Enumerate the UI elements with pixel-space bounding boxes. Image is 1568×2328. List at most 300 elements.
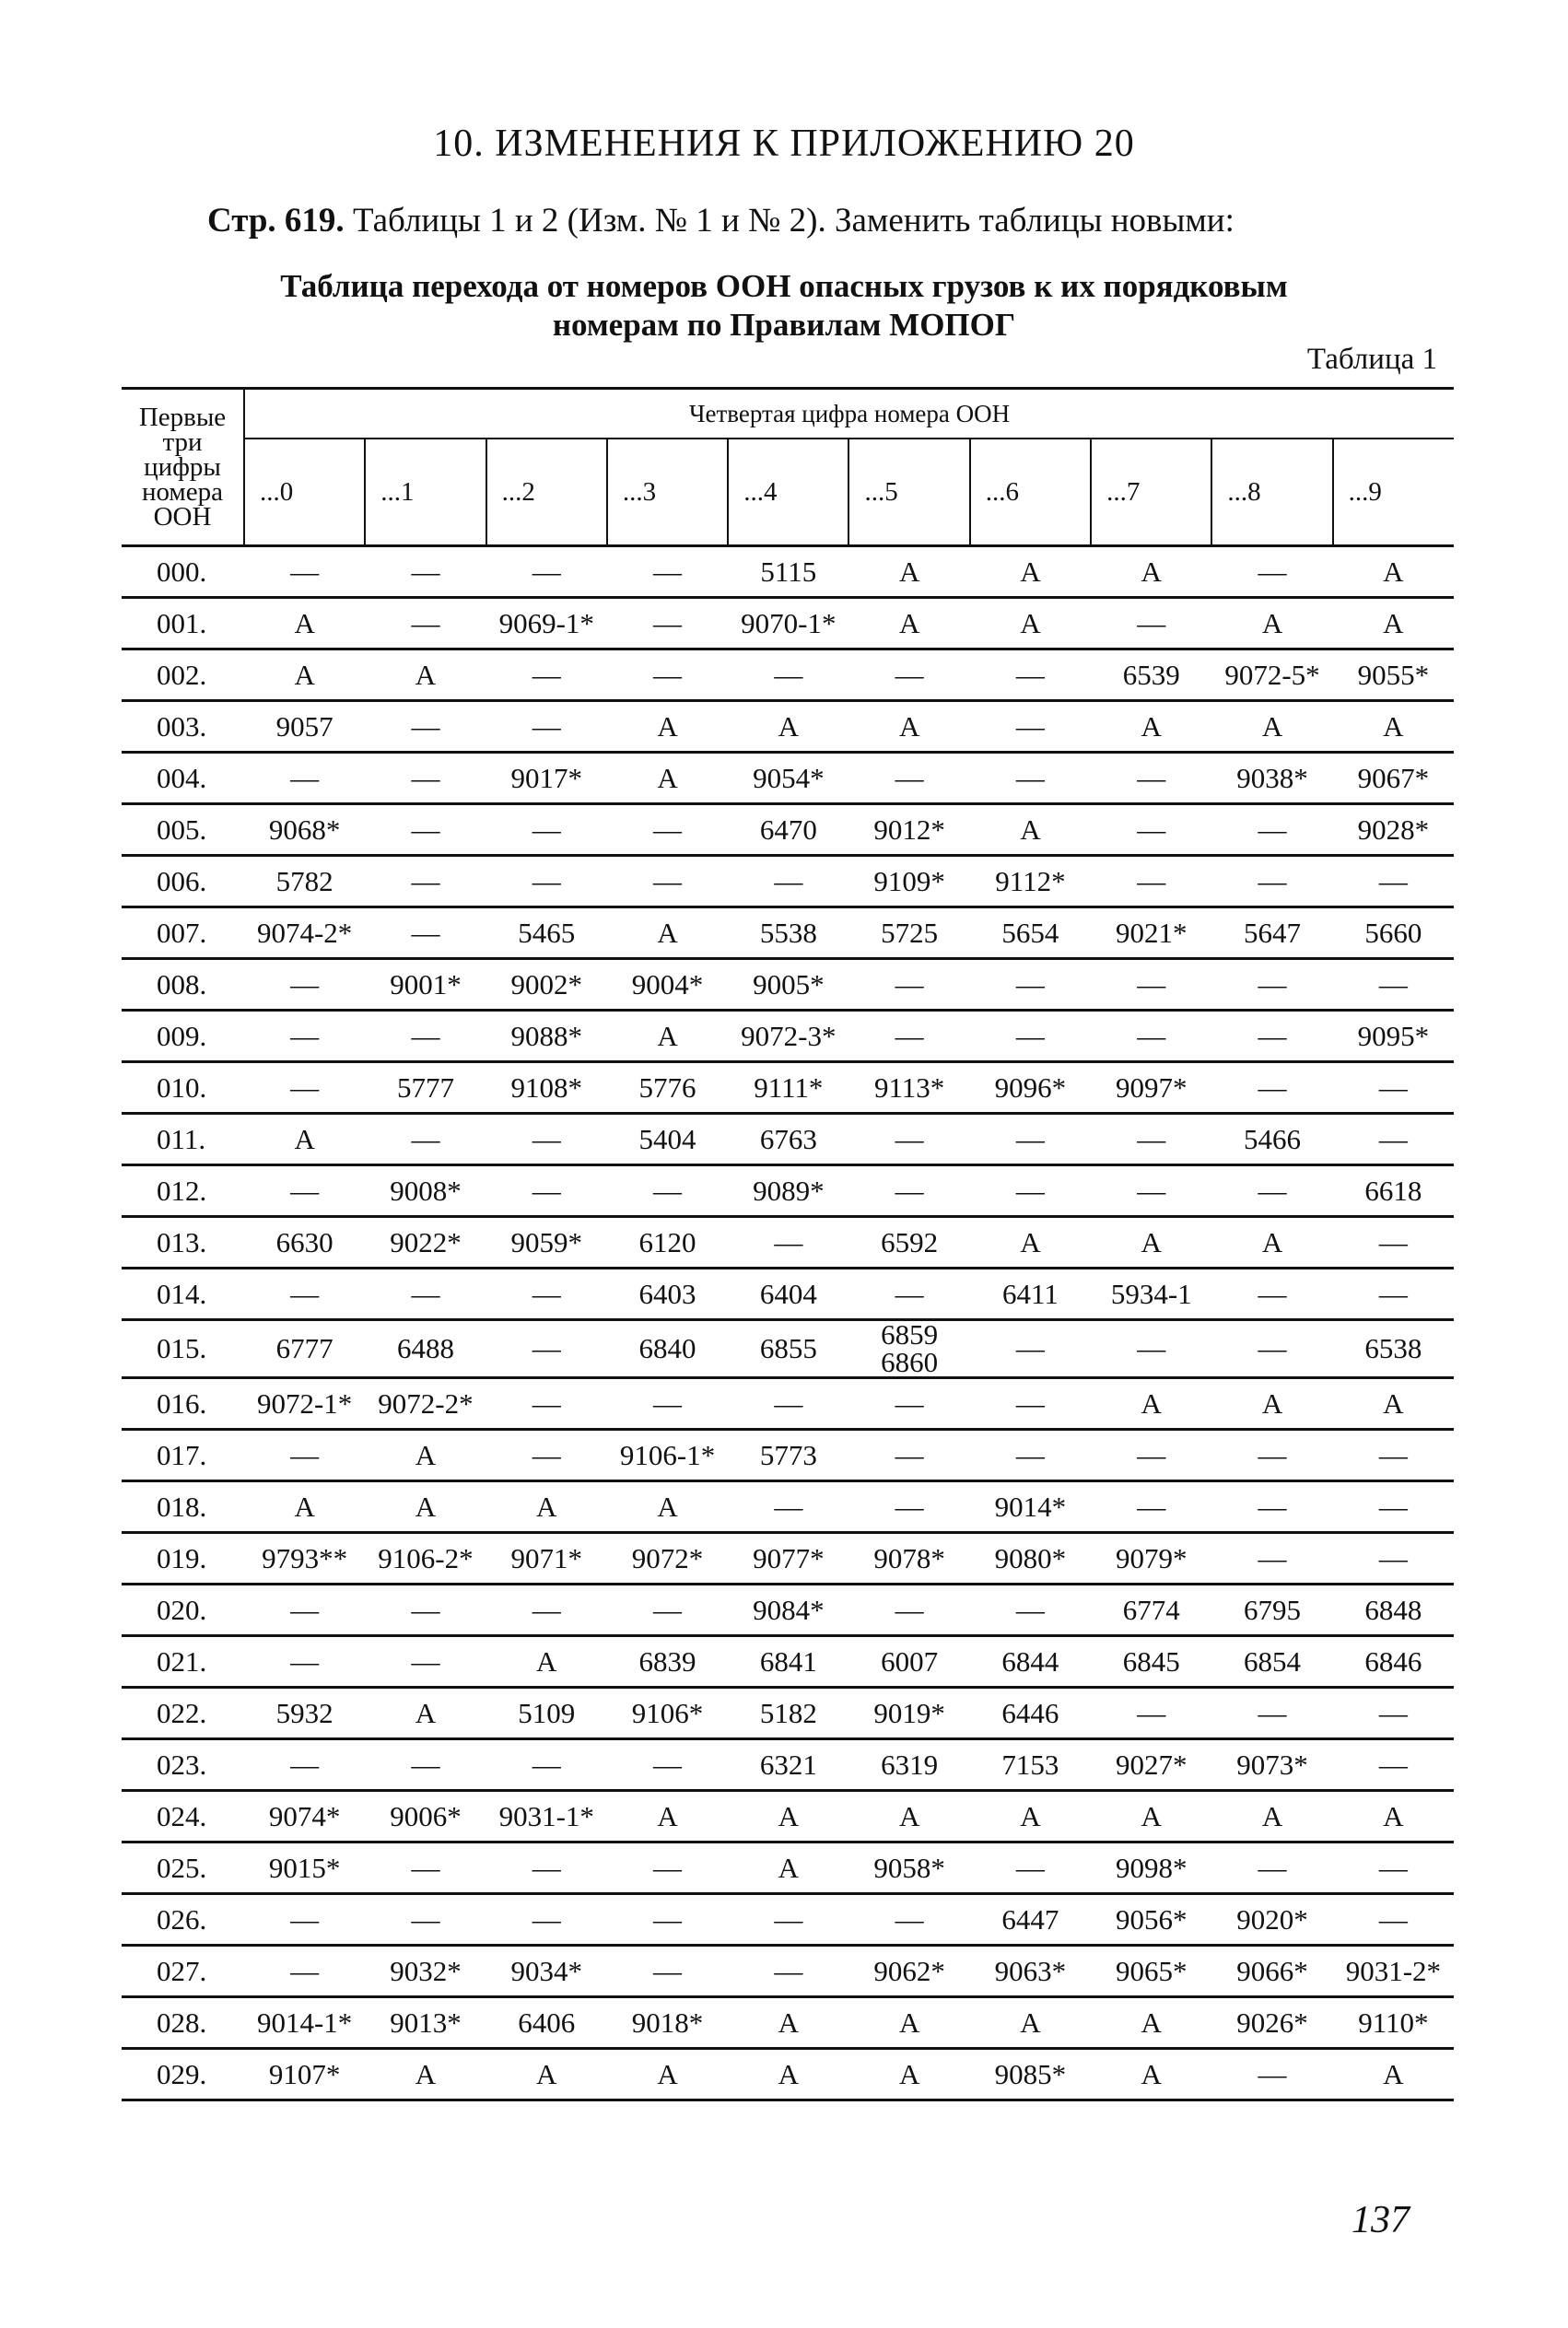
table-cell: — — [365, 856, 486, 907]
row-code: 015. — [122, 1320, 244, 1378]
table-cell: A — [486, 1636, 607, 1688]
table-cell: 6839 — [607, 1636, 728, 1688]
table-cell: — — [244, 1430, 365, 1481]
table-cell: A — [848, 1997, 969, 2049]
table-cell: 9095* — [1333, 1011, 1454, 1062]
table-cell: 9066* — [1211, 1946, 1332, 1997]
table-cell: 9034* — [486, 1946, 607, 1997]
table-cell: 9058* — [848, 1843, 969, 1894]
table-cell: — — [1091, 1430, 1211, 1481]
table-cell: — — [607, 1894, 728, 1946]
table-cell: — — [486, 649, 607, 701]
table-cell: — — [1091, 1481, 1211, 1533]
row-code: 011. — [122, 1114, 244, 1165]
table-cell: — — [365, 1739, 486, 1791]
table-cell: A — [607, 753, 728, 804]
table-cell: — — [1333, 856, 1454, 907]
table-cell: A — [1211, 1378, 1332, 1430]
table-cell: 6845 — [1091, 1636, 1211, 1688]
table-cell: 9074* — [244, 1791, 365, 1843]
table-cell: — — [486, 1430, 607, 1481]
table-cell: 9110* — [1333, 1997, 1454, 2049]
table-cell: 9098* — [1091, 1843, 1211, 1894]
table-cell: 5934-1 — [1091, 1269, 1211, 1320]
table-cell: A — [486, 1481, 607, 1533]
table-cell: A — [1333, 546, 1454, 598]
row-code: 019. — [122, 1533, 244, 1585]
table-row — [122, 1997, 1454, 2049]
table-cell: A — [244, 1481, 365, 1533]
table-cell: 6844 — [970, 1636, 1091, 1688]
table-cell: — — [728, 1378, 848, 1430]
table-cell: — — [728, 856, 848, 907]
table-cell: A — [365, 2049, 486, 2100]
table-cell: 7153 — [970, 1739, 1091, 1791]
table-cell: — — [1333, 1430, 1454, 1481]
table-cell: 9062* — [848, 1946, 969, 1997]
table-cell: — — [1333, 1481, 1454, 1533]
table-cell: — — [486, 856, 607, 907]
table-cell: A — [1091, 2049, 1211, 2100]
table-cell: 9077* — [728, 1533, 848, 1585]
table-cell: — — [848, 1430, 969, 1481]
table-cell: — — [970, 701, 1091, 753]
table-cell: 5109 — [486, 1688, 607, 1739]
table-cell: 6777 — [244, 1320, 365, 1378]
table-cell: — — [970, 1430, 1091, 1481]
table-cell: — — [1211, 1062, 1332, 1114]
table-cell: A — [365, 1481, 486, 1533]
table-row — [122, 907, 1454, 959]
table-cell: A — [1091, 1217, 1211, 1269]
table-cell: 5466 — [1211, 1114, 1332, 1165]
table-cell: — — [607, 598, 728, 649]
table-cell: — — [607, 1843, 728, 1894]
row-code: 010. — [122, 1062, 244, 1114]
table-cell: — — [607, 856, 728, 907]
table-row — [122, 1062, 1454, 1114]
table-cell: A — [1091, 1378, 1211, 1430]
table-cell: — — [365, 546, 486, 598]
table-row — [122, 1430, 1454, 1481]
table-cell: 5404 — [607, 1114, 728, 1165]
table-cell: A — [244, 1114, 365, 1165]
table-row — [122, 1791, 1454, 1843]
row-code: 029. — [122, 2049, 244, 2100]
table-cell: — — [244, 1894, 365, 1946]
table-cell: 9057 — [244, 701, 365, 753]
table-cell: 9014-1* — [244, 1997, 365, 2049]
fourth-digit-header: Четвертая цифра номера ООН — [244, 389, 1454, 439]
table-cell: 9012* — [848, 804, 969, 856]
table-cell: A — [848, 598, 969, 649]
digit-header: ...5 — [848, 439, 969, 546]
table-cell: A — [1333, 1378, 1454, 1430]
table-cell: — — [365, 701, 486, 753]
table-cell: — — [1211, 1430, 1332, 1481]
table-cell: A — [848, 701, 969, 753]
table-cell: — — [1211, 1269, 1332, 1320]
table-cell: — — [728, 1946, 848, 1997]
table-row — [122, 1585, 1454, 1636]
table-cell: 9004* — [607, 959, 728, 1011]
row-code: 006. — [122, 856, 244, 907]
table-cell: 6841 — [728, 1636, 848, 1688]
table-cell: — — [848, 1114, 969, 1165]
table-cell: 6846 — [1333, 1636, 1454, 1688]
table-cell: A — [607, 1011, 728, 1062]
first-digits-header-line: ООН — [153, 501, 212, 532]
table-cell: — — [1333, 1217, 1454, 1269]
table-cell: — — [970, 1320, 1091, 1378]
table-cell: — — [607, 1378, 728, 1430]
table-cell: — — [244, 1269, 365, 1320]
table-cell: A — [728, 2049, 848, 2100]
table-row — [122, 1378, 1454, 1430]
table-row — [122, 1688, 1454, 1739]
table-cell: — — [728, 1481, 848, 1533]
table-row — [122, 1011, 1454, 1062]
table-cell: — — [1211, 1011, 1332, 1062]
table-cell: 9005* — [728, 959, 848, 1011]
table-cell: 9071* — [486, 1533, 607, 1585]
table-cell: — — [1211, 856, 1332, 907]
table-cell: 5182 — [728, 1688, 848, 1739]
table-row — [122, 959, 1454, 1011]
table-cell: — — [1091, 1114, 1211, 1165]
table-cell: — — [365, 1585, 486, 1636]
row-code: 021. — [122, 1636, 244, 1688]
table-cell: A — [486, 2049, 607, 2100]
table-cell: — — [607, 1165, 728, 1217]
table-cell: — — [1091, 1688, 1211, 1739]
row-code: 016. — [122, 1378, 244, 1430]
table-title-line-1: Таблица перехода от номеров ООН опасных грузов к их порядковым — [280, 268, 1288, 304]
table-cell: 6763 — [728, 1114, 848, 1165]
table-cell: 6630 — [244, 1217, 365, 1269]
digit-header: ...1 — [365, 439, 486, 546]
table-cell: — — [728, 1217, 848, 1269]
table-cell: — — [365, 1114, 486, 1165]
table-cell: — — [1333, 1269, 1454, 1320]
table-cell: A — [1333, 701, 1454, 753]
table-cell: 6618 — [1333, 1165, 1454, 1217]
table-cell: A — [607, 701, 728, 753]
table-cell: A — [365, 1430, 486, 1481]
table-cell: — — [365, 753, 486, 804]
conversion-table — [122, 387, 1454, 2101]
table-cell: — — [486, 1585, 607, 1636]
table-cell: — — [970, 649, 1091, 701]
table-cell: — — [607, 804, 728, 856]
table-cell: A — [607, 1791, 728, 1843]
table-cell: 9078* — [848, 1533, 969, 1585]
table-cell: A — [848, 1791, 969, 1843]
table-cell: — — [848, 649, 969, 701]
table-cell: — — [1211, 959, 1332, 1011]
table-cell: 9017* — [486, 753, 607, 804]
first-digits-header — [122, 389, 244, 546]
table-row — [122, 753, 1454, 804]
row-code: 000. — [122, 546, 244, 598]
table-cell: 9096* — [970, 1062, 1091, 1114]
table-cell: — — [607, 546, 728, 598]
table-row — [122, 1533, 1454, 1585]
table-cell: — — [1211, 1688, 1332, 1739]
row-code: 002. — [122, 649, 244, 701]
table-cell: — — [244, 1165, 365, 1217]
table-cell: 9072* — [607, 1533, 728, 1585]
table-cell: 6840 — [607, 1320, 728, 1378]
table-cell: — — [848, 1165, 969, 1217]
first-digits-header-line: номера — [141, 476, 224, 507]
table-cell: 6855 — [728, 1320, 848, 1378]
table-cell: A — [1091, 1791, 1211, 1843]
table-cell: — — [728, 1894, 848, 1946]
row-code: 026. — [122, 1894, 244, 1946]
table-cell: — — [486, 1843, 607, 1894]
table-row — [122, 804, 1454, 856]
table-cell: 9106* — [607, 1688, 728, 1739]
table-cell: — — [1333, 1739, 1454, 1791]
row-code: 009. — [122, 1011, 244, 1062]
table-cell: 6319 — [848, 1739, 969, 1791]
table-cell: 5777 — [365, 1062, 486, 1114]
table-cell: A — [1091, 701, 1211, 753]
table-cell: — — [486, 1269, 607, 1320]
table-row — [122, 1636, 1454, 1688]
table-cell: — — [848, 959, 969, 1011]
table-row — [122, 1114, 1454, 1165]
table-row — [122, 598, 1454, 649]
table-cell: — — [970, 1165, 1091, 1217]
table-cell: 9068* — [244, 804, 365, 856]
table-cell: — — [607, 1739, 728, 1791]
table-cell: — — [848, 1481, 969, 1533]
row-code: 022. — [122, 1688, 244, 1739]
table-cell: 9085* — [970, 2049, 1091, 2100]
table-cell: — — [1091, 1165, 1211, 1217]
table-cell: 9079* — [1091, 1533, 1211, 1585]
table-cell: 9013* — [365, 1997, 486, 2049]
table-cell: A — [1333, 2049, 1454, 2100]
table-cell: — — [1211, 1843, 1332, 1894]
table-cell: 6321 — [728, 1739, 848, 1791]
table-cell: — — [1091, 598, 1211, 649]
table-row — [122, 649, 1454, 701]
table-cell: 5660 — [1333, 907, 1454, 959]
table-cell: — — [365, 1894, 486, 1946]
table-cell: 9006* — [365, 1791, 486, 1843]
table-cell: A — [970, 546, 1091, 598]
table-cell: A — [244, 649, 365, 701]
table-cell: A — [1333, 1791, 1454, 1843]
table-row — [122, 1269, 1454, 1320]
table-cell: — — [607, 649, 728, 701]
digit-header: ...8 — [1211, 439, 1332, 546]
table-cell: — — [1333, 1894, 1454, 1946]
table-cell: 9059* — [486, 1217, 607, 1269]
table-cell: — — [486, 546, 607, 598]
table-row — [122, 1946, 1454, 1997]
table-cell: A — [728, 1997, 848, 2049]
table-cell: — — [1211, 1165, 1332, 1217]
table-cell: 9038* — [1211, 753, 1332, 804]
digit-header: ...7 — [1091, 439, 1211, 546]
table-cell: 6007 — [848, 1636, 969, 1688]
table-cell: 9088* — [486, 1011, 607, 1062]
table-cell: A — [365, 1688, 486, 1739]
table-cell: 9018* — [607, 1997, 728, 2049]
table-cell: 6406 — [486, 1997, 607, 2049]
table-cell: 5654 — [970, 907, 1091, 959]
table-cell: — — [244, 959, 365, 1011]
table-cell: 9089* — [728, 1165, 848, 1217]
table-cell: — — [1091, 804, 1211, 856]
table-cell: 9106-1* — [607, 1430, 728, 1481]
table-cell: 9084* — [728, 1585, 848, 1636]
table-cell: 9111* — [728, 1062, 848, 1114]
table-row — [122, 1217, 1454, 1269]
table-cell: 6854 — [1211, 1636, 1332, 1688]
table-cell: 5465 — [486, 907, 607, 959]
table-cell: 9021* — [1091, 907, 1211, 959]
table-cell: 9793** — [244, 1533, 365, 1585]
table-cell: A — [1211, 1217, 1332, 1269]
table-cell: — — [970, 1011, 1091, 1062]
table-cell: — — [486, 1320, 607, 1378]
instruction-line — [207, 201, 1235, 240]
table-cell: A — [1211, 701, 1332, 753]
table-cell: — — [486, 1114, 607, 1165]
table-cell: 9022* — [365, 1217, 486, 1269]
table-cell: A — [848, 2049, 969, 2100]
table-cell: — — [486, 1894, 607, 1946]
table-cell: — — [848, 1011, 969, 1062]
row-code: 007. — [122, 907, 244, 959]
table-cell: — — [1333, 1114, 1454, 1165]
table-cell: A — [970, 1791, 1091, 1843]
table-cell: 6470 — [728, 804, 848, 856]
table-cell: 6848 — [1333, 1585, 1454, 1636]
table-label: Таблица 1 — [1306, 343, 1437, 376]
table-cell: — — [1211, 1320, 1332, 1378]
table-cell: — — [970, 959, 1091, 1011]
first-digits-header-line: Первые — [138, 402, 227, 432]
row-code: 017. — [122, 1430, 244, 1481]
table-cell: A — [970, 1217, 1091, 1269]
table-cell: — — [244, 546, 365, 598]
table-cell: A — [970, 804, 1091, 856]
table-cell: 5538 — [728, 907, 848, 959]
table-cell: 9001* — [365, 959, 486, 1011]
table-cell: 9072-1* — [244, 1378, 365, 1430]
table-cell: — — [1091, 959, 1211, 1011]
table-cell: — — [1333, 1062, 1454, 1114]
table-cell: 5782 — [244, 856, 365, 907]
table-cell: — — [970, 753, 1091, 804]
table-cell: — — [486, 1739, 607, 1791]
table-cell: — — [1211, 1481, 1332, 1533]
table-title — [0, 267, 1568, 345]
table-row — [122, 1843, 1454, 1894]
table-cell: 9020* — [1211, 1894, 1332, 1946]
table-cell: — — [365, 1011, 486, 1062]
digit-header: ...3 — [607, 439, 728, 546]
table-cell: 5725 — [848, 907, 969, 959]
table-cell: — — [848, 1585, 969, 1636]
table-cell: 5776 — [607, 1062, 728, 1114]
table-cell: — — [486, 804, 607, 856]
table-cell: 9032* — [365, 1946, 486, 1997]
table-cell: — — [1333, 1843, 1454, 1894]
table-cell: — — [1211, 804, 1332, 856]
row-code: 003. — [122, 701, 244, 753]
table-cell: 9067* — [1333, 753, 1454, 804]
table-row — [122, 1481, 1454, 1533]
table-cell: 9065* — [1091, 1946, 1211, 1997]
row-code: 013. — [122, 1217, 244, 1269]
table-cell: — — [1333, 1533, 1454, 1585]
table-cell: A — [848, 546, 969, 598]
table-cell: — — [1091, 1011, 1211, 1062]
digit-header: ...9 — [1333, 439, 1454, 546]
table-cell: 9072-3* — [728, 1011, 848, 1062]
table-row — [122, 1894, 1454, 1946]
table-cell: 9072-5* — [1211, 649, 1332, 701]
table-cell: 9070-1* — [728, 598, 848, 649]
table-cell: 6120 — [607, 1217, 728, 1269]
digit-header: ...4 — [728, 439, 848, 546]
table-cell: — — [970, 1585, 1091, 1636]
row-code: 004. — [122, 753, 244, 804]
table-cell: — — [970, 1843, 1091, 1894]
table-cell: — — [244, 1739, 365, 1791]
table-row — [122, 1320, 1454, 1378]
table-cell: 6859 6860 — [848, 1320, 969, 1378]
table-row — [122, 1739, 1454, 1791]
table-cell: A — [1211, 598, 1332, 649]
table-cell: — — [486, 1378, 607, 1430]
table-cell: 6795 — [1211, 1585, 1332, 1636]
table-cell: — — [365, 598, 486, 649]
table-row — [122, 546, 1454, 598]
table-cell: A — [1091, 1997, 1211, 2049]
table-cell: A — [607, 1481, 728, 1533]
table-cell: 9072-2* — [365, 1378, 486, 1430]
table-cell: — — [728, 649, 848, 701]
table-cell: — — [244, 1062, 365, 1114]
table-cell: — — [848, 1269, 969, 1320]
table-cell: 9113* — [848, 1062, 969, 1114]
table-cell: 9028* — [1333, 804, 1454, 856]
table-cell: 9027* — [1091, 1739, 1211, 1791]
table-cell: 9008* — [365, 1165, 486, 1217]
table-cell: 5115 — [728, 546, 848, 598]
table-cell: — — [244, 1946, 365, 1997]
table-cell: 9026* — [1211, 1997, 1332, 2049]
table-cell: — — [1091, 1320, 1211, 1378]
digit-header: ...6 — [970, 439, 1091, 546]
row-code: 028. — [122, 1997, 244, 2049]
table-row — [122, 701, 1454, 753]
table-cell: 9054* — [728, 753, 848, 804]
table-cell: — — [1333, 1688, 1454, 1739]
row-code: 020. — [122, 1585, 244, 1636]
table-cell: 6592 — [848, 1217, 969, 1269]
row-code: 025. — [122, 1843, 244, 1894]
table-cell: 9014* — [970, 1481, 1091, 1533]
